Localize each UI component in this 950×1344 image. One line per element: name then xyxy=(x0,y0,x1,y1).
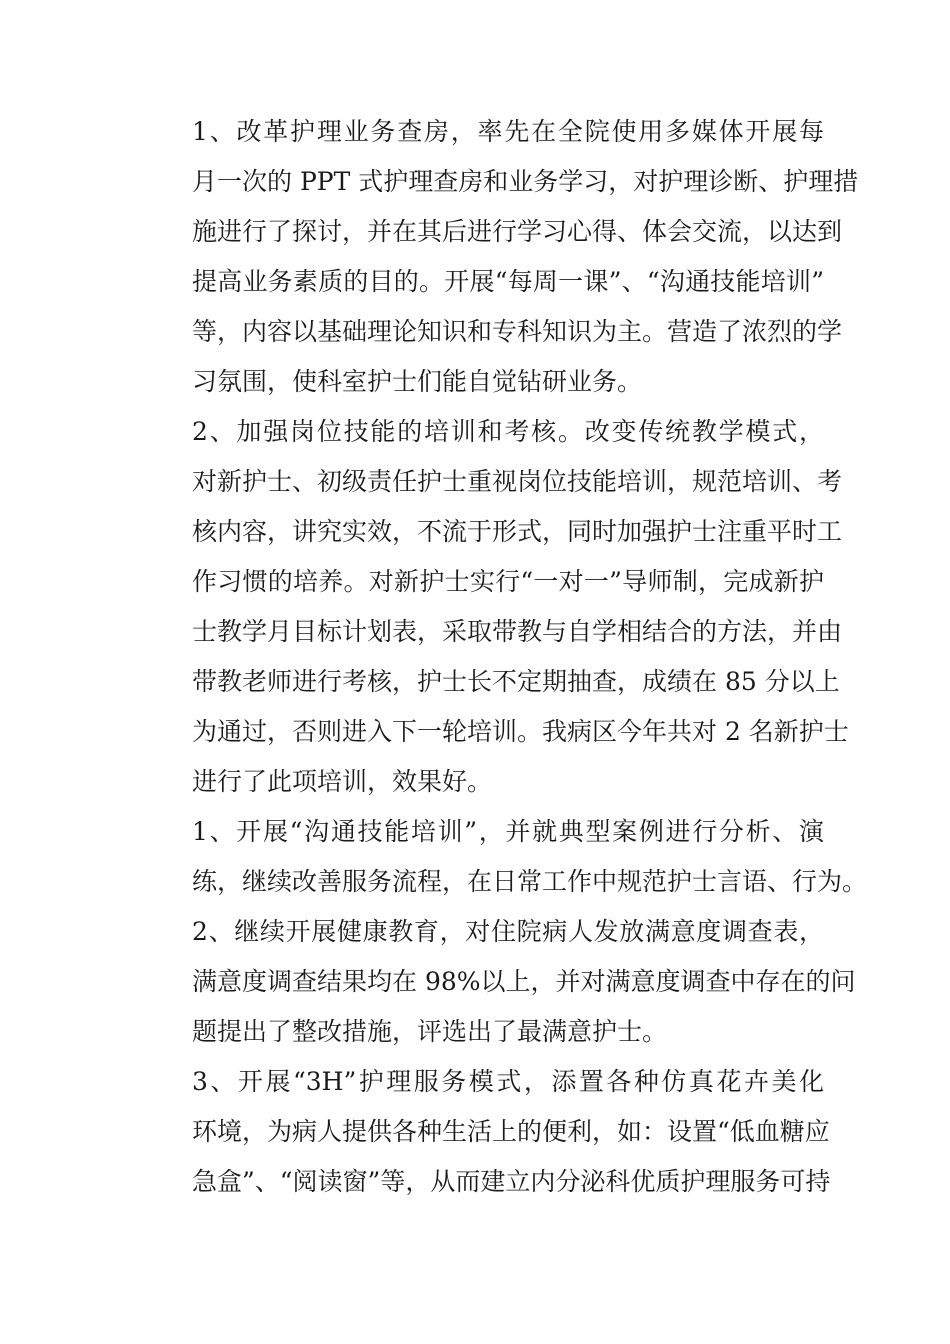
text-line: 3、开展“3H”护理服务模式，添置各种仿真花卉美化 xyxy=(192,1067,824,1096)
text-line: 核内容，讲究实效，不流于形式，同时加强护士注重平时工 xyxy=(192,517,843,546)
text-line: 为通过，否则进入下一轮培训。我病区今年共对 2 名新护士 xyxy=(192,717,849,746)
paragraph-1 xyxy=(142,107,859,407)
text-line: 满意度调查结果均在 98%以上，并对满意度调查中存在的问 xyxy=(192,967,856,996)
text-line: 1、开展“沟通技能培训”，并就典型案例进行分析、演 xyxy=(192,817,824,846)
paragraph-3 xyxy=(142,807,868,907)
text-line: 2、加强岗位技能的培训和考核。改变传统教学模式， xyxy=(192,417,824,446)
text-line: 题提出了整改措施，评选出了最满意护士。 xyxy=(192,1017,668,1046)
text-line: 对新护士、初级责任护士重视岗位技能培训，规范培训、考 xyxy=(192,467,843,496)
text-line: 2、继续开展健康教育，对住院病人发放满意度调查表， xyxy=(192,917,824,946)
text-line: 提高业务素质的目的。开展“每周一课”、“沟通技能培训” xyxy=(192,267,824,296)
document-body xyxy=(142,107,868,1207)
text-line: 月一次的 PPT 式护理查房和业务学习，对护理诊断、护理措 xyxy=(192,167,859,196)
text-line: 环境，为病人提供各种生活上的便利，如：设置“低血糖应 xyxy=(192,1117,830,1146)
text-line: 带教老师进行考核，护士长不定期抽查，成绩在 85 分以上 xyxy=(192,667,840,696)
text-line: 等，内容以基础理论知识和专科知识为主。营造了浓烈的学 xyxy=(192,317,843,346)
text-line: 1、改革护理业务查房，率先在全院使用多媒体开展每 xyxy=(192,117,824,146)
text-line: 施进行了探讨，并在其后进行学习心得、体会交流，以达到 xyxy=(192,217,843,246)
text-line: 作习惯的培养。对新护士实行“一对一”导师制，完成新护 xyxy=(192,567,824,596)
paragraph-5 xyxy=(142,1057,831,1207)
text-line: 进行了此项培训，效果好。 xyxy=(192,767,493,796)
text-line: 士教学月目标计划表，采取带教与自学相结合的方法，并由 xyxy=(192,617,843,646)
paragraph-2 xyxy=(142,407,849,807)
text-line: 习氛围，使科室护士们能自觉钻研业务。 xyxy=(192,367,643,396)
text-line: 练，继续改善服务流程，在日常工作中规范护士言语、行为。 xyxy=(192,867,868,896)
text-line: 急盒”、“阅读窗”等，从而建立内分泌科优质护理服务可持 xyxy=(192,1167,831,1196)
paragraph-4 xyxy=(142,907,856,1057)
